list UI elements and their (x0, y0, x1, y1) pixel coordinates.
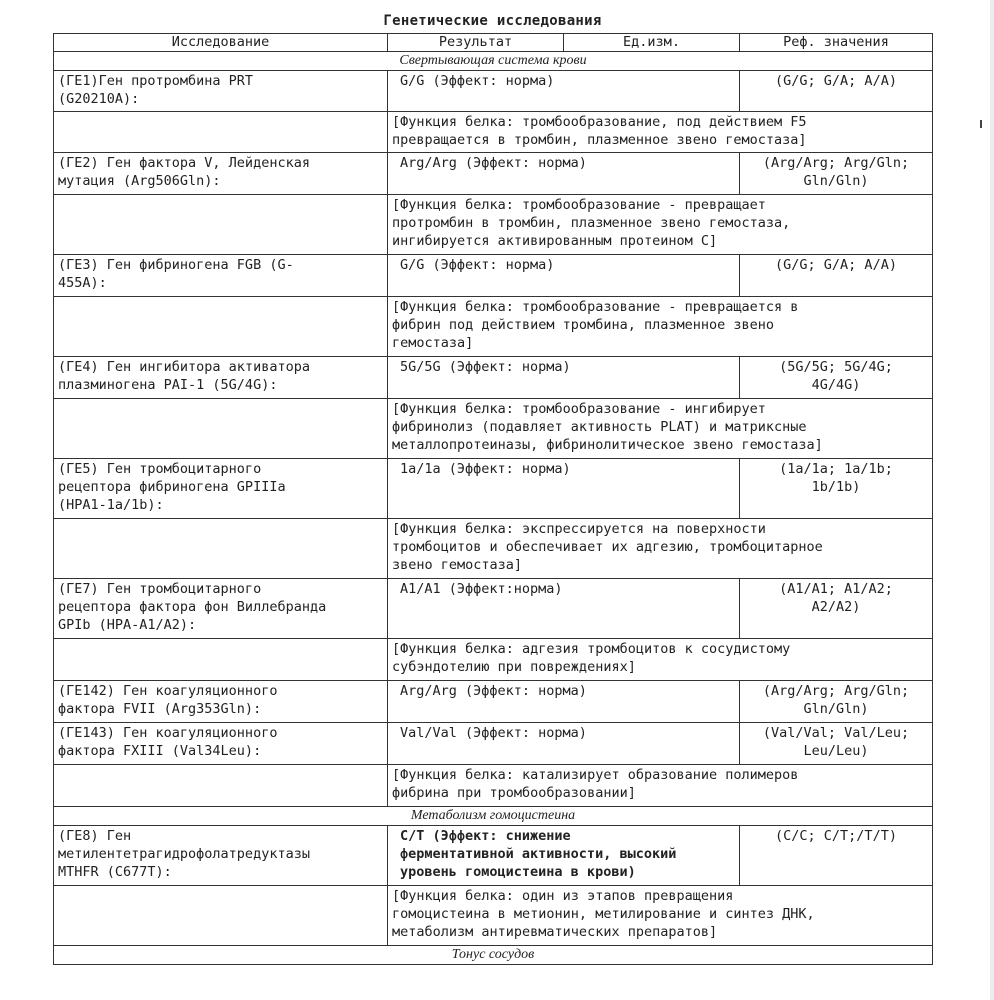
reference-values: (C/C; C/T;/T/T) (740, 826, 933, 886)
test-name: (ГЕ1)Ген протромбина PRT (G20210A): (54, 71, 388, 112)
protein-function: [Функция белка: тромбообразование - превращается в фибрин под действием тромбина, плазменное звено гемостаза] (388, 297, 933, 357)
description-row (54, 765, 933, 807)
protein-function: [Функция белка: тромбообразование - ингибирует фибринолиз (подавляет активность PLAT) и матриксные металлопротеиназы, фибринолитическое звено гемостаза] (388, 399, 933, 459)
table-row (54, 681, 933, 723)
reference-values: (1a/1a; 1a/1b; 1b/1b) (740, 459, 933, 519)
reference-values: (5G/5G; 5G/4G; 4G/4G) (740, 357, 933, 399)
test-name: (ГЕ2) Ген фактора V, Лейденская мутация (Arg506Gln): (54, 153, 388, 195)
reference-values: (Arg/Arg; Arg/Gln; Gln/Gln) (740, 681, 933, 723)
description-row (54, 519, 933, 579)
test-result: C/T (Эффект: снижение ферментативной активности, высокий уровень гомоцистеина в крови) (388, 826, 740, 886)
test-name: (ГЕ7) Ген тромбоцитарного рецептора фактора фон Виллебранда GPIb (HPA-A1/A2): (54, 579, 388, 639)
section-title-homocysteine: Метаболизм гомоцистеина (54, 807, 933, 826)
header-test: Исследование (54, 34, 388, 52)
test-name: (ГЕ143) Ген коагуляционного фактора FXIII (Val34Leu): (54, 723, 388, 765)
reference-values: (G/G; G/A; A/A) (740, 255, 933, 297)
protein-function: [Функция белка: один из этапов превращения гомоцистеина в метионин, метилирование и синтез ДНК, метаболизм антиревматических препаратов] (388, 886, 933, 946)
scrollbar-marker[interactable] (980, 120, 982, 128)
header-result: Результат (388, 34, 564, 52)
reference-values: (Arg/Arg; Arg/Gln; Gln/Gln) (740, 153, 933, 195)
description-row (54, 112, 933, 153)
test-result: 5G/5G (Эффект: норма) (388, 357, 740, 399)
protein-function: [Функция белка: тромбообразование - превращает протромбин в тромбин, плазменное звено гемостаза, ингибируется активированным протеином C] (388, 195, 933, 255)
section-title-vascular: Тонус сосудов (54, 946, 933, 965)
section-row (54, 946, 933, 965)
reference-values: (A1/A1; A1/A2; A2/A2) (740, 579, 933, 639)
genetics-table (53, 33, 933, 965)
test-name: (ГЕ3) Ген фибриногена FGB (G- 455A): (54, 255, 388, 297)
section-row (54, 52, 933, 71)
table-row (54, 153, 933, 195)
table-row (54, 826, 933, 886)
description-row (54, 399, 933, 459)
page-edge (990, 0, 994, 1000)
description-row (54, 886, 933, 946)
section-row (54, 807, 933, 826)
test-result: 1a/1a (Эффект: норма) (388, 459, 740, 519)
test-result: G/G (Эффект: норма) (388, 255, 740, 297)
test-name: (ГЕ5) Ген тромбоцитарного рецептора фибриногена GPIIIa (HPA1-1a/1b): (54, 459, 388, 519)
description-row (54, 195, 933, 255)
table-row (54, 459, 933, 519)
reference-values: (G/G; G/A; A/A) (740, 71, 933, 112)
protein-function: [Функция белка: тромбообразование, под действием F5 превращается в тромбин, плазменное звено гемостаза] (388, 112, 933, 153)
section-title-blood: Свертывающая система крови (54, 52, 933, 71)
table-row (54, 255, 933, 297)
table-row (54, 357, 933, 399)
test-result: G/G (Эффект: норма) (388, 71, 740, 112)
table-row (54, 579, 933, 639)
test-name: (ГЕ8) Ген метилентетрагидрофолатредуктазы MTHFR (C677T): (54, 826, 388, 886)
header-ref: Реф. значения (740, 34, 933, 52)
test-result: A1/A1 (Эффект:норма) (388, 579, 740, 639)
page-title: Генетические исследования (383, 13, 602, 29)
table-row (54, 71, 933, 112)
protein-function: [Функция белка: адгезия тромбоцитов к сосудистому субэндотелию при повреждениях] (388, 639, 933, 681)
reference-values: (Val/Val; Val/Leu; Leu/Leu) (740, 723, 933, 765)
test-result: Val/Val (Эффект: норма) (388, 723, 740, 765)
header-unit: Ед.изм. (564, 34, 740, 52)
test-result: Arg/Arg (Эффект: норма) (388, 681, 740, 723)
test-result: Arg/Arg (Эффект: норма) (388, 153, 740, 195)
table-header (54, 34, 933, 52)
protein-function: [Функция белка: экспрессируется на поверхности тромбоцитов и обеспечивает их адгезию, тромбоцитарное звено гемостаза] (388, 519, 933, 579)
protein-function: [Функция белка: катализирует образование полимеров фибрина при тромбообразовании] (388, 765, 933, 807)
table-row (54, 723, 933, 765)
description-row (54, 639, 933, 681)
test-name: (ГЕ4) Ген ингибитора активатора плазминогена PAI-1 (5G/4G): (54, 357, 388, 399)
description-row (54, 297, 933, 357)
test-name: (ГЕ142) Ген коагуляционного фактора FVII (Arg353Gln): (54, 681, 388, 723)
